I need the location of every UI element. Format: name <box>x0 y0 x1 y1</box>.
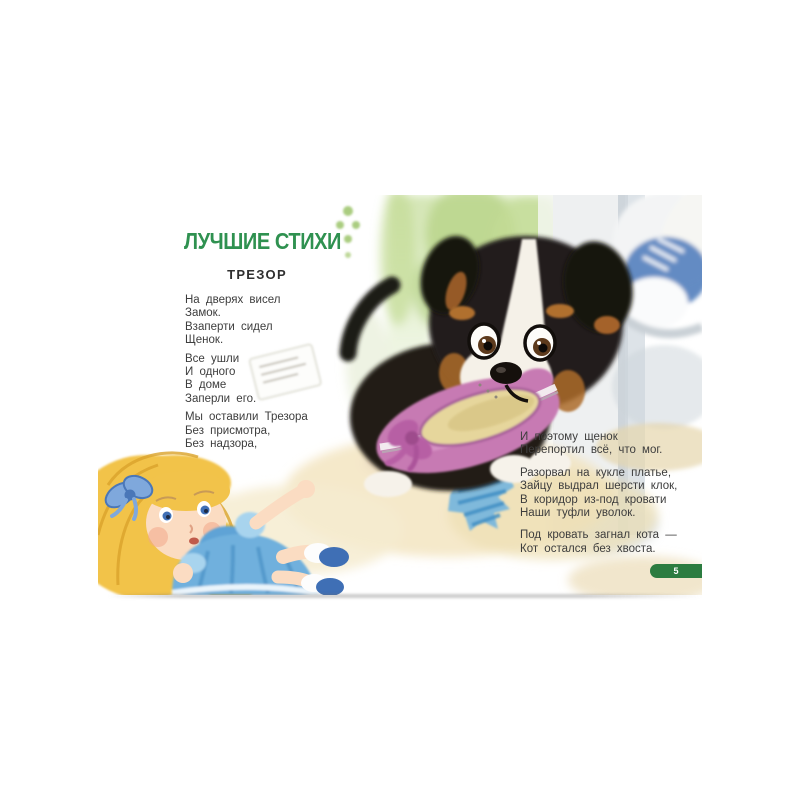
poem-line: В доме <box>185 379 227 392</box>
poem-line: Без надзора, <box>185 438 258 451</box>
book-page <box>98 195 702 595</box>
poem-stanza <box>185 411 335 451</box>
poem-stanza <box>520 467 702 521</box>
poem-title: ТРЕЗОР <box>227 267 287 282</box>
poem-line: Зайцу выдрал шерсти клок, <box>520 480 678 493</box>
page-number: 5 <box>673 565 679 576</box>
poem-right-column <box>520 431 702 565</box>
section-heading: ЛУЧШИЕ СТИХИ <box>184 228 342 254</box>
poem-stanza <box>185 294 335 348</box>
poem-line: Наши туфли уволок. <box>520 507 636 520</box>
poem-line: Замок. <box>185 307 221 320</box>
poem-line: Под кровать загнал кота — <box>520 529 677 542</box>
poem-line: Кот остался без хвоста. <box>520 542 656 555</box>
puppy-eye-right <box>525 326 555 360</box>
poem-stanza <box>520 529 702 556</box>
poem-stanza <box>185 353 335 407</box>
poem-line: Мы оставили Трезора <box>185 411 308 424</box>
poem-line: И поэтому щенок <box>520 431 618 443</box>
poem-line: Щенок. <box>185 334 224 347</box>
poem-line: Заперли его. <box>185 392 257 405</box>
poem-line: Перепортил всё, что мог. <box>520 444 663 457</box>
poem-line: И одного <box>185 366 236 379</box>
poem-line: Все ушли <box>185 352 240 365</box>
poem-stanza <box>520 431 702 458</box>
poem-line: В коридор из-под кровати <box>520 493 667 506</box>
poem-line: Разорвал на кукле платье, <box>520 466 672 479</box>
poem-line: На дверях висел <box>185 294 281 306</box>
puppy-eye-left <box>469 324 499 358</box>
poem-left-column <box>185 294 335 456</box>
poem-line: Без присмотра, <box>185 424 271 437</box>
poem-line: Взаперти сидел <box>185 320 273 333</box>
page-number-badge <box>650 564 702 578</box>
